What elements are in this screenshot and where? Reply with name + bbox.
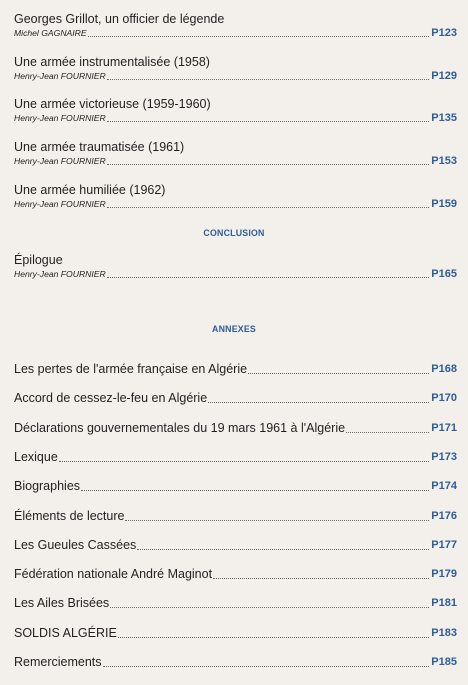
dot-leader [125, 519, 429, 521]
annex-title: Les Ailes Brisées [14, 596, 110, 610]
entry-page[interactable]: P159 [431, 198, 457, 210]
annex-entry[interactable] [14, 625, 457, 641]
toc-entry[interactable] [14, 97, 457, 124]
entry-author: Henry-Jean FOURNIER [14, 199, 106, 209]
entry-title: Une armée humiliée (1962) [14, 183, 166, 197]
dot-leader [208, 401, 429, 403]
annex-title: Déclarations gouvernementales du 19 mars 1961 à l'Algérie [14, 421, 346, 435]
entry-page[interactable]: P123 [431, 27, 457, 39]
annex-page[interactable]: P176 [431, 510, 457, 522]
dot-leader [88, 35, 430, 37]
annex-entry[interactable] [14, 654, 457, 670]
dot-leader [107, 78, 430, 80]
entry-title: Georges Grillot, un officier de légende [14, 12, 225, 26]
toc-entry[interactable] [14, 183, 457, 210]
dot-leader [213, 577, 429, 579]
entry-title: Une armée victorieuse (1959-1960) [14, 97, 211, 111]
toc-entry[interactable] [14, 140, 457, 167]
section-heading-annexes: ANNEXES [212, 324, 256, 334]
entry-author: Henry-Jean FOURNIER [14, 156, 106, 166]
annex-entry[interactable] [14, 449, 457, 465]
entry-page[interactable]: P135 [431, 112, 457, 124]
annex-title: SOLDIS ALGÉRIE [14, 626, 117, 640]
annex-entry[interactable] [14, 508, 457, 524]
dot-leader [103, 665, 430, 667]
entry-page[interactable]: P165 [431, 268, 457, 280]
annex-entry[interactable] [14, 420, 457, 436]
toc-entry[interactable] [14, 253, 457, 280]
entry-author: Henry-Jean FOURNIER [14, 269, 106, 279]
entry-title: Épilogue [14, 253, 63, 267]
annex-title: Biographies [14, 479, 81, 493]
entry-author: Henry-Jean FOURNIER [14, 71, 106, 81]
annex-title: Fédération nationale André Maginot [14, 567, 213, 581]
dot-leader [346, 431, 429, 433]
dot-leader [107, 276, 430, 278]
toc-entry[interactable] [14, 12, 457, 39]
annex-title: Éléments de lecture [14, 509, 125, 523]
entry-page[interactable]: P129 [431, 70, 457, 82]
dot-leader [59, 460, 430, 462]
annex-entry[interactable] [14, 566, 457, 582]
annex-title: Lexique [14, 450, 58, 464]
annex-page[interactable]: P177 [431, 539, 457, 551]
entry-title: Une armée instrumentalisée (1958) [14, 55, 210, 69]
toc-entry[interactable] [14, 55, 457, 82]
annex-page[interactable]: P181 [431, 597, 457, 609]
dot-leader [107, 163, 430, 165]
dot-leader [107, 120, 430, 122]
section-heading-conclusion: CONCLUSION [203, 228, 265, 238]
annex-page[interactable]: P183 [431, 627, 457, 639]
entry-author: Henry-Jean FOURNIER [14, 113, 106, 123]
annex-entry[interactable] [14, 478, 457, 494]
annex-title: Les Gueules Cassées [14, 538, 137, 552]
annex-page[interactable]: P173 [431, 451, 457, 463]
annex-title: Remerciements [14, 655, 102, 669]
annex-entry[interactable] [14, 537, 457, 553]
dot-leader [107, 206, 430, 208]
annex-entry[interactable] [14, 390, 457, 406]
annex-title: Accord de cessez-le-feu en Algérie [14, 391, 208, 405]
annex-page[interactable]: P170 [431, 392, 457, 404]
dot-leader [81, 489, 429, 491]
dot-leader [248, 372, 429, 374]
dot-leader [137, 548, 429, 550]
annex-page[interactable]: P185 [431, 656, 457, 668]
dot-leader [118, 636, 429, 638]
annex-page[interactable]: P171 [431, 422, 457, 434]
annex-page[interactable]: P168 [431, 363, 457, 375]
annex-title: Les pertes de l'armée française en Algérie [14, 362, 248, 376]
annex-entry[interactable] [14, 595, 457, 611]
entry-title: Une armée traumatisée (1961) [14, 140, 185, 154]
annex-page[interactable]: P179 [431, 568, 457, 580]
annex-page[interactable]: P174 [431, 480, 457, 492]
entry-author: Michel GAGNAIRE [14, 28, 87, 38]
entry-page[interactable]: P153 [431, 155, 457, 167]
dot-leader [110, 606, 429, 608]
annex-entry[interactable] [14, 361, 457, 377]
